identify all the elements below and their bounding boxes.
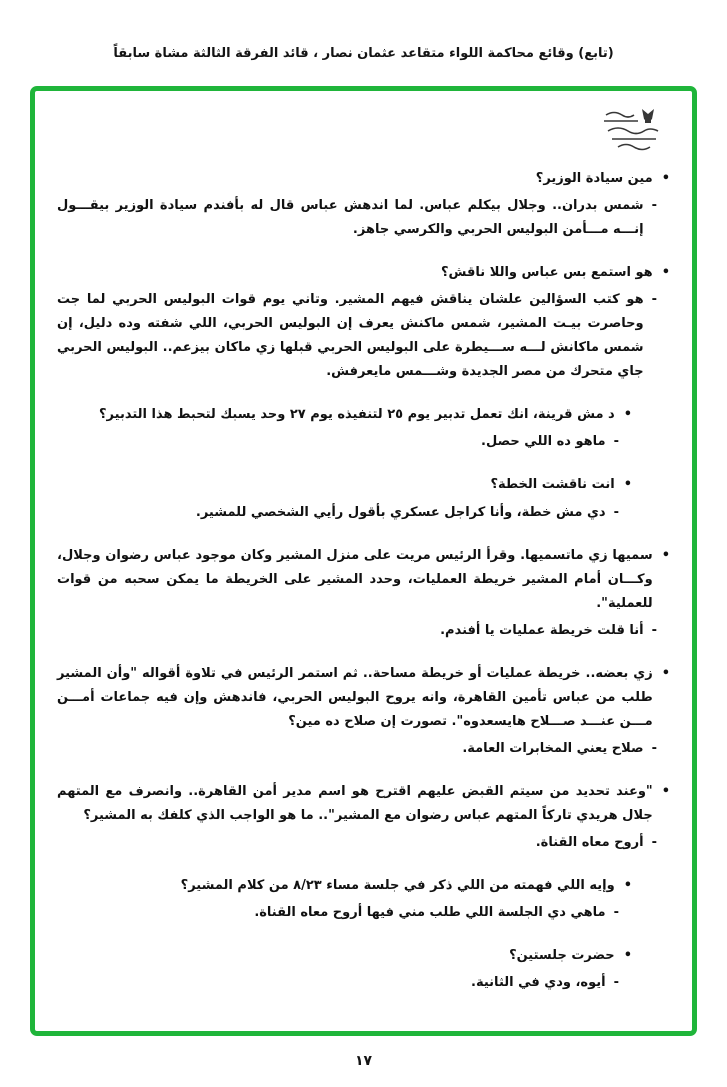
question-line xyxy=(57,473,632,497)
dash-icon: - xyxy=(651,740,657,756)
qa-item-7 xyxy=(57,780,670,855)
bullet-icon: • xyxy=(623,407,632,423)
answer-line xyxy=(57,831,670,855)
bullet-icon: • xyxy=(661,665,670,681)
answer-text: أروح معاه القناة. xyxy=(535,835,644,851)
question-text: زي بعضه.. خريطة عمليات أو خريطة مساحة.. ثم استمر الرئيس في تلاوة أقواله "وأن المشير طلب من عباس تأمين القاهرة، وانه يروح البوليس الحربي، فاندهش وإن فيه جماعات أمـــن مـــن عنـــد صـــلاح هايسعدوه". تصورت إن صلاح ده مين؟ xyxy=(57,665,653,729)
answer-text: ماهو ده اللي حصل. xyxy=(481,434,606,450)
question-line xyxy=(57,403,632,427)
question-line xyxy=(57,662,670,734)
answer-text: هو كتب السؤالين علشان يناقش فيهم المشير. وتاني يوم قوات البوليس الحربي لما جت وحاصرت بيـت المشير، شمس ماكنش يعرف إن البوليس الحربي، اللي شفته وده دليل، إن شمس ماكانش لـــه ســـيطرة على البوليس الحربي قبلها زي ماكان بيزعم.. البوليس الحربي جاي متحرك من مصر الجديدة وشـــمس مايعرفش. xyxy=(57,292,644,380)
qa-item-9 xyxy=(57,944,670,995)
bullet-icon: • xyxy=(623,948,632,964)
qa-list xyxy=(57,167,670,995)
answer-line xyxy=(57,501,632,525)
dash-icon: - xyxy=(651,198,657,214)
answer-line xyxy=(57,619,670,643)
green-border-frame xyxy=(30,86,697,1036)
question-text: هو استمع بس عباس واللا ناقش؟ xyxy=(441,265,653,281)
qa-item-8 xyxy=(57,874,670,925)
qa-item-5 xyxy=(57,544,670,643)
answer-text: صلاح يعني المخابرات العامة. xyxy=(462,740,644,756)
dash-icon: - xyxy=(613,905,619,921)
question-text: مين سيادة الوزير؟ xyxy=(535,171,653,186)
question-line xyxy=(57,780,670,828)
qa-item-4 xyxy=(57,473,670,524)
question-text: انت ناقشت الخطة؟ xyxy=(490,477,615,493)
bullet-icon: • xyxy=(661,783,670,799)
dash-icon: - xyxy=(651,292,657,308)
dash-icon: - xyxy=(651,622,657,638)
dash-icon: - xyxy=(651,835,657,851)
stamp-icon xyxy=(602,105,666,155)
question-line xyxy=(57,874,632,898)
bullet-icon: • xyxy=(661,547,670,563)
question-line xyxy=(57,167,670,191)
answer-text: دي مش خطة، وأنا كراجل عسكري بأقول رأيي الشخصي للمشير. xyxy=(195,504,606,520)
answer-text: ماهي دي الجلسة اللي طلب مني فيها أروح معاه القناة. xyxy=(254,905,606,921)
question-text: سميها زي ماتسميها. وقرأ الرئيس مريت على منزل المشير وكان موجود عباس رضوان وجلال، وكـــان أمام المشير خريطة العمليات، وحدد المشير على الخريطة ما يمكن سحبه من قوات للعملية". xyxy=(57,547,653,611)
answer-line xyxy=(57,288,670,384)
answer-text: أيوه، ودي في الثانية. xyxy=(471,975,606,991)
stamp-container xyxy=(57,105,670,157)
answer-line xyxy=(57,194,670,242)
qa-item-1 xyxy=(57,167,670,242)
question-text: وإيه اللي فهمته من اللي ذكر في جلسة مساء ٨/٢٣ من كلام المشير؟ xyxy=(180,878,615,894)
bullet-icon: • xyxy=(661,171,670,186)
answer-line xyxy=(57,430,632,454)
answer-text: شمس بدران.. وجلال بيكلم عباس. لما اندهش عباس قال له بأفندم سيادة الوزير بيقـــول إنـــه مـــأمن البوليس الحربي والكرسي جاهز. xyxy=(57,198,644,238)
dash-icon: - xyxy=(613,434,619,450)
page-title: (تابع) وقائع محاكمة اللواء متقاعد عثمان نصار ، قائد الفرقة الثالثة مشاة سابقاً xyxy=(113,46,614,61)
dash-icon: - xyxy=(613,975,619,991)
answer-line xyxy=(57,971,632,995)
qa-item-3 xyxy=(57,403,670,454)
qa-item-6 xyxy=(57,662,670,761)
answer-line xyxy=(57,901,632,925)
bullet-icon: • xyxy=(623,477,632,493)
page-number: ١٧ xyxy=(354,1053,373,1069)
question-text: د مش قرينة، انك تعمل تدبير يوم ٢٥ لتنفيذه يوم ٢٧ وحد يسبك لتحبط هذا التدبير؟ xyxy=(99,407,615,423)
answer-text: أنا قلت خريطة عمليات يا أفندم. xyxy=(440,622,644,638)
question-line xyxy=(57,544,670,616)
question-text: "وعند تحديد من سيتم القبض عليهم اقترح هو اسم مدير أمن القاهرة.. وانصرف مع المتهم جلال هريدي تاركاً المتهم عباس رضوان مع المشير".. ما هو الواجب الذي كلفك به المشير؟ xyxy=(57,783,653,823)
bullet-icon: • xyxy=(661,265,670,281)
question-text: حضرت جلستين؟ xyxy=(509,948,615,964)
qa-item-2 xyxy=(57,261,670,384)
question-line xyxy=(57,944,632,968)
answer-line xyxy=(57,737,670,761)
dash-icon: - xyxy=(613,504,619,520)
question-line xyxy=(57,261,670,285)
bullet-icon: • xyxy=(623,878,632,894)
